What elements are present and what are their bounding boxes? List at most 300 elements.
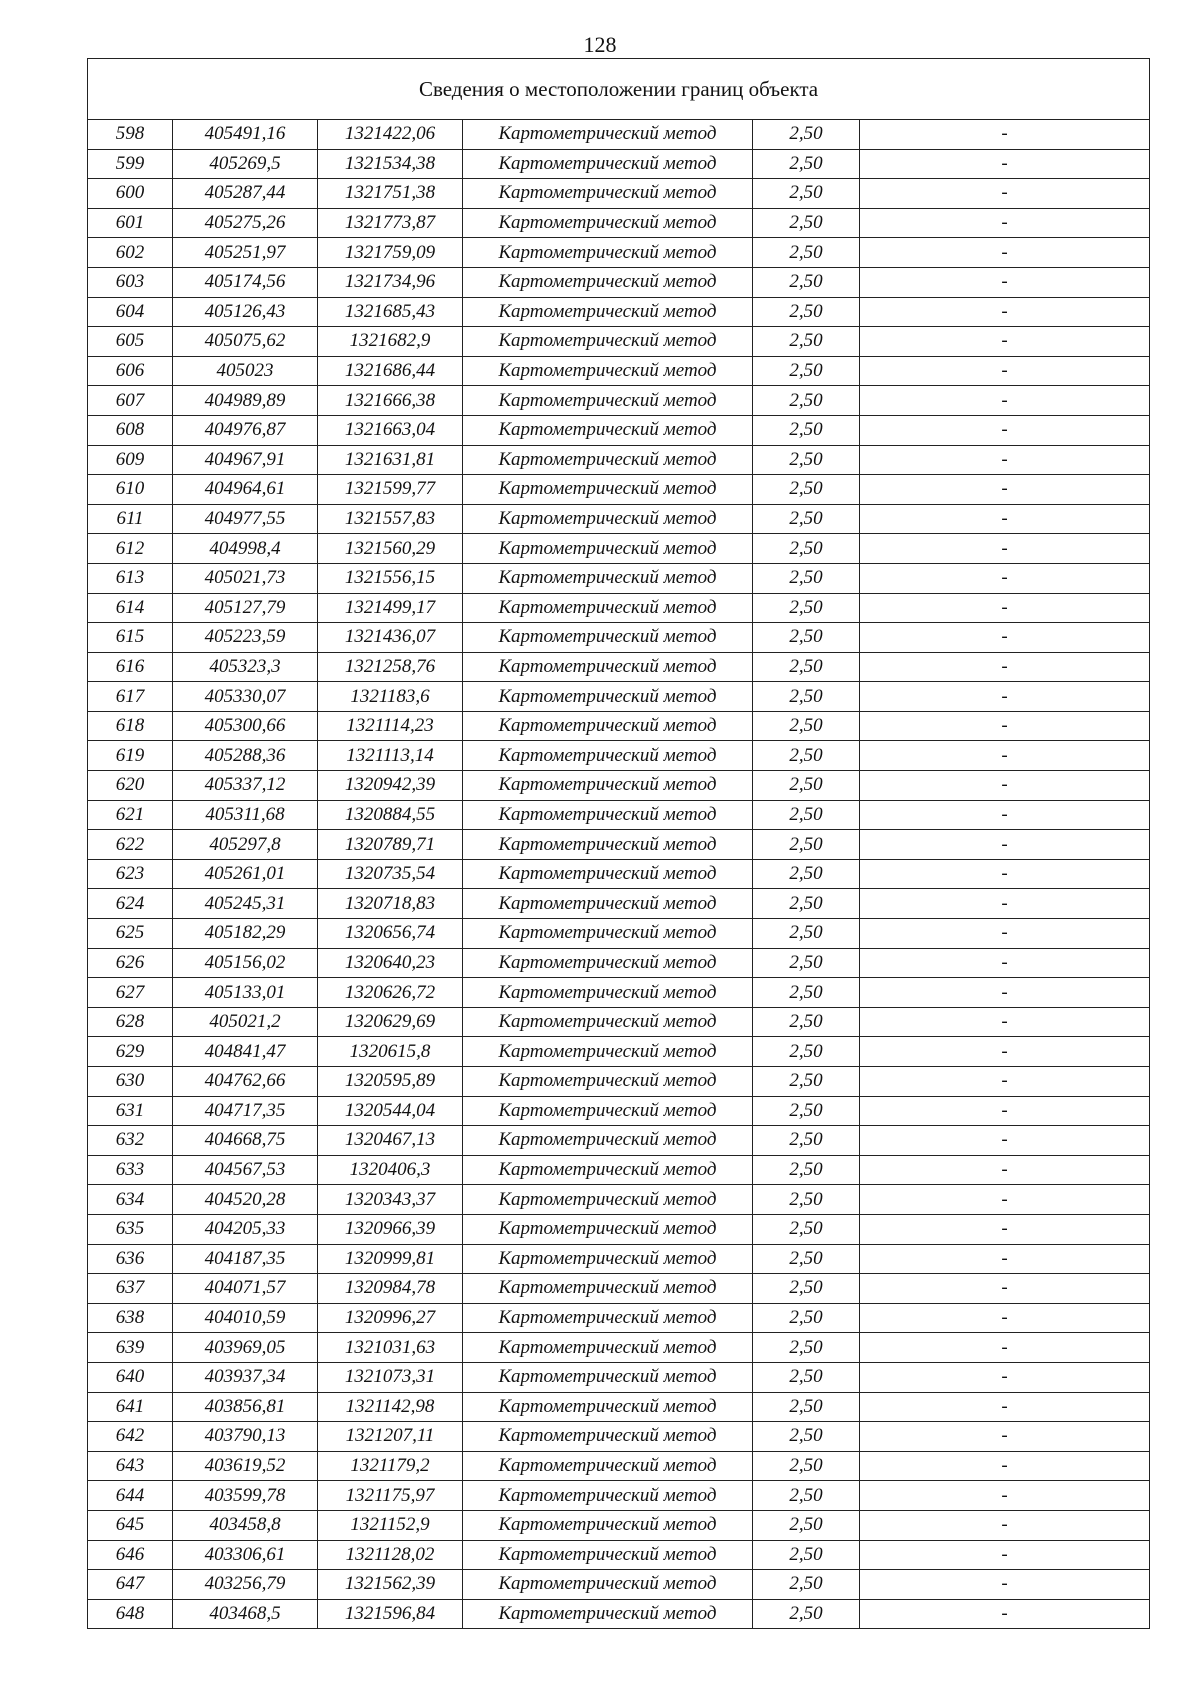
point-number-cell: 642 [88,1422,173,1452]
y-coordinate-cell: 1321560,29 [318,534,463,564]
method-cell: Картометрический метод [463,1333,753,1363]
method-cell: Картометрический метод [463,563,753,593]
table-row [88,1422,1150,1452]
x-coordinate-cell: 405182,29 [173,919,318,949]
accuracy-cell: 2,50 [753,475,860,505]
x-coordinate-cell: 405261,01 [173,859,318,889]
description-cell: - [860,475,1150,505]
method-cell: Картометрический метод [463,741,753,771]
table-row [88,800,1150,830]
y-coordinate-cell: 1320996,27 [318,1303,463,1333]
table-row [88,1333,1150,1363]
y-coordinate-cell: 1321258,76 [318,652,463,682]
point-number-cell: 611 [88,504,173,534]
x-coordinate-cell: 404567,53 [173,1155,318,1185]
method-cell: Картометрический метод [463,771,753,801]
point-number-cell: 599 [88,149,173,179]
description-cell: - [860,208,1150,238]
description-cell: - [860,1007,1150,1037]
accuracy-cell: 2,50 [753,179,860,209]
y-coordinate-cell: 1320626,72 [318,978,463,1008]
accuracy-cell: 2,50 [753,859,860,889]
method-cell: Картометрический метод [463,1244,753,1274]
accuracy-cell: 2,50 [753,1510,860,1540]
y-coordinate-cell: 1320942,39 [318,771,463,801]
accuracy-cell: 2,50 [753,889,860,919]
x-coordinate-cell: 404967,91 [173,445,318,475]
x-coordinate-cell: 405127,79 [173,593,318,623]
description-cell: - [860,593,1150,623]
method-cell: Картометрический метод [463,475,753,505]
method-cell: Картометрический метод [463,1451,753,1481]
method-cell: Картометрический метод [463,327,753,357]
table-row [88,120,1150,150]
method-cell: Картометрический метод [463,593,753,623]
accuracy-cell: 2,50 [753,1481,860,1511]
y-coordinate-cell: 1321534,38 [318,149,463,179]
description-cell: - [860,563,1150,593]
x-coordinate-cell: 403458,8 [173,1510,318,1540]
y-coordinate-cell: 1321113,14 [318,741,463,771]
x-coordinate-cell: 405126,43 [173,297,318,327]
description-cell: - [860,1126,1150,1156]
table-row [88,1570,1150,1600]
point-number-cell: 632 [88,1126,173,1156]
method-cell: Картометрический метод [463,120,753,150]
description-cell: - [860,741,1150,771]
method-cell: Картометрический метод [463,238,753,268]
accuracy-cell: 2,50 [753,297,860,327]
method-cell: Картометрический метод [463,800,753,830]
method-cell: Картометрический метод [463,1096,753,1126]
description-cell: - [860,297,1150,327]
table-row [88,711,1150,741]
method-cell: Картометрический метод [463,623,753,653]
y-coordinate-cell: 1321557,83 [318,504,463,534]
y-coordinate-cell: 1321142,98 [318,1392,463,1422]
table-row [88,889,1150,919]
x-coordinate-cell: 404762,66 [173,1067,318,1097]
table-row [88,948,1150,978]
method-cell: Картометрический метод [463,652,753,682]
accuracy-cell: 2,50 [753,120,860,150]
description-cell: - [860,830,1150,860]
method-cell: Картометрический метод [463,297,753,327]
table-row [88,297,1150,327]
method-cell: Картометрический метод [463,978,753,1008]
table-row [88,1303,1150,1333]
y-coordinate-cell: 1321596,84 [318,1599,463,1629]
description-cell: - [860,1214,1150,1244]
y-coordinate-cell: 1321175,97 [318,1481,463,1511]
point-number-cell: 627 [88,978,173,1008]
table-row [88,1155,1150,1185]
table-row [88,1274,1150,1304]
accuracy-cell: 2,50 [753,1067,860,1097]
accuracy-cell: 2,50 [753,1155,860,1185]
point-number-cell: 598 [88,120,173,150]
method-cell: Картометрический метод [463,1540,753,1570]
y-coordinate-cell: 1321499,17 [318,593,463,623]
point-number-cell: 639 [88,1333,173,1363]
point-number-cell: 615 [88,623,173,653]
x-coordinate-cell: 403468,5 [173,1599,318,1629]
method-cell: Картометрический метод [463,1422,753,1452]
x-coordinate-cell: 405174,56 [173,267,318,297]
x-coordinate-cell: 405023 [173,356,318,386]
method-cell: Картометрический метод [463,948,753,978]
y-coordinate-cell: 1320343,37 [318,1185,463,1215]
y-coordinate-cell: 1321666,38 [318,386,463,416]
point-number-cell: 640 [88,1362,173,1392]
table-row [88,563,1150,593]
accuracy-cell: 2,50 [753,1244,860,1274]
table-row [88,1037,1150,1067]
y-coordinate-cell: 1320789,71 [318,830,463,860]
description-cell: - [860,859,1150,889]
y-coordinate-cell: 1320984,78 [318,1274,463,1304]
y-coordinate-cell: 1321734,96 [318,267,463,297]
accuracy-cell: 2,50 [753,978,860,1008]
x-coordinate-cell: 403619,52 [173,1451,318,1481]
accuracy-cell: 2,50 [753,356,860,386]
x-coordinate-cell: 405311,68 [173,800,318,830]
accuracy-cell: 2,50 [753,1451,860,1481]
description-cell: - [860,1570,1150,1600]
x-coordinate-cell: 405330,07 [173,682,318,712]
method-cell: Картометрический метод [463,504,753,534]
description-cell: - [860,652,1150,682]
accuracy-cell: 2,50 [753,1333,860,1363]
method-cell: Картометрический метод [463,889,753,919]
point-number-cell: 605 [88,327,173,357]
accuracy-cell: 2,50 [753,593,860,623]
x-coordinate-cell: 403790,13 [173,1422,318,1452]
table-row [88,1451,1150,1481]
x-coordinate-cell: 404976,87 [173,415,318,445]
description-cell: - [860,800,1150,830]
accuracy-cell: 2,50 [753,919,860,949]
method-cell: Картометрический метод [463,1510,753,1540]
accuracy-cell: 2,50 [753,652,860,682]
description-cell: - [860,682,1150,712]
table-row [88,1067,1150,1097]
table-row [88,179,1150,209]
accuracy-cell: 2,50 [753,1126,860,1156]
accuracy-cell: 2,50 [753,1274,860,1304]
table-row [88,1185,1150,1215]
description-cell: - [860,1392,1150,1422]
table-row [88,1244,1150,1274]
accuracy-cell: 2,50 [753,386,860,416]
point-number-cell: 610 [88,475,173,505]
accuracy-cell: 2,50 [753,830,860,860]
method-cell: Картометрический метод [463,1481,753,1511]
accuracy-cell: 2,50 [753,445,860,475]
table-title: Сведения о местоположении границ объекта [88,59,1150,120]
y-coordinate-cell: 1320544,04 [318,1096,463,1126]
y-coordinate-cell: 1321183,6 [318,682,463,712]
point-number-cell: 641 [88,1392,173,1422]
x-coordinate-cell: 404520,28 [173,1185,318,1215]
x-coordinate-cell: 404668,75 [173,1126,318,1156]
accuracy-cell: 2,50 [753,149,860,179]
table-row [88,771,1150,801]
table-row [88,741,1150,771]
description-cell: - [860,504,1150,534]
description-cell: - [860,445,1150,475]
point-number-cell: 603 [88,267,173,297]
accuracy-cell: 2,50 [753,415,860,445]
y-coordinate-cell: 1320999,81 [318,1244,463,1274]
point-number-cell: 601 [88,208,173,238]
point-number-cell: 633 [88,1155,173,1185]
point-number-cell: 626 [88,948,173,978]
table-row [88,445,1150,475]
y-coordinate-cell: 1321751,38 [318,179,463,209]
method-cell: Картометрический метод [463,1214,753,1244]
y-coordinate-cell: 1321422,06 [318,120,463,150]
method-cell: Картометрический метод [463,445,753,475]
x-coordinate-cell: 405269,5 [173,149,318,179]
table-row [88,534,1150,564]
y-coordinate-cell: 1320884,55 [318,800,463,830]
y-coordinate-cell: 1321599,77 [318,475,463,505]
table-row [88,859,1150,889]
point-number-cell: 637 [88,1274,173,1304]
y-coordinate-cell: 1321663,04 [318,415,463,445]
x-coordinate-cell: 403256,79 [173,1570,318,1600]
y-coordinate-cell: 1320735,54 [318,859,463,889]
method-cell: Картометрический метод [463,415,753,445]
table-row [88,978,1150,1008]
x-coordinate-cell: 403599,78 [173,1481,318,1511]
description-cell: - [860,327,1150,357]
table-row [88,830,1150,860]
x-coordinate-cell: 405156,02 [173,948,318,978]
description-cell: - [860,1510,1150,1540]
y-coordinate-cell: 1320406,3 [318,1155,463,1185]
method-cell: Картометрический метод [463,1570,753,1600]
x-coordinate-cell: 405245,31 [173,889,318,919]
table-row [88,1599,1150,1629]
description-cell: - [860,889,1150,919]
table-row [88,1214,1150,1244]
method-cell: Картометрический метод [463,1155,753,1185]
x-coordinate-cell: 404071,57 [173,1274,318,1304]
accuracy-cell: 2,50 [753,504,860,534]
point-number-cell: 629 [88,1037,173,1067]
y-coordinate-cell: 1320656,74 [318,919,463,949]
x-coordinate-cell: 404205,33 [173,1214,318,1244]
description-cell: - [860,1362,1150,1392]
point-number-cell: 606 [88,356,173,386]
point-number-cell: 634 [88,1185,173,1215]
x-coordinate-cell: 405288,36 [173,741,318,771]
x-coordinate-cell: 403856,81 [173,1392,318,1422]
description-cell: - [860,1303,1150,1333]
table-row [88,1362,1150,1392]
description-cell: - [860,1481,1150,1511]
method-cell: Картометрический метод [463,179,753,209]
point-number-cell: 635 [88,1214,173,1244]
description-cell: - [860,771,1150,801]
x-coordinate-cell: 404989,89 [173,386,318,416]
point-number-cell: 613 [88,563,173,593]
method-cell: Картометрический метод [463,1126,753,1156]
method-cell: Картометрический метод [463,830,753,860]
description-cell: - [860,978,1150,1008]
point-number-cell: 623 [88,859,173,889]
accuracy-cell: 2,50 [753,1037,860,1067]
point-number-cell: 618 [88,711,173,741]
description-cell: - [860,711,1150,741]
method-cell: Картометрический метод [463,859,753,889]
point-number-cell: 628 [88,1007,173,1037]
description-cell: - [860,623,1150,653]
description-cell: - [860,120,1150,150]
accuracy-cell: 2,50 [753,1599,860,1629]
accuracy-cell: 2,50 [753,1422,860,1452]
description-cell: - [860,534,1150,564]
y-coordinate-cell: 1321207,11 [318,1422,463,1452]
x-coordinate-cell: 405075,62 [173,327,318,357]
y-coordinate-cell: 1321436,07 [318,623,463,653]
point-number-cell: 600 [88,179,173,209]
x-coordinate-cell: 404010,59 [173,1303,318,1333]
y-coordinate-cell: 1320615,8 [318,1037,463,1067]
method-cell: Картометрический метод [463,208,753,238]
x-coordinate-cell: 404187,35 [173,1244,318,1274]
y-coordinate-cell: 1321152,9 [318,1510,463,1540]
point-number-cell: 643 [88,1451,173,1481]
accuracy-cell: 2,50 [753,563,860,593]
point-number-cell: 609 [88,445,173,475]
accuracy-cell: 2,50 [753,771,860,801]
accuracy-cell: 2,50 [753,267,860,297]
accuracy-cell: 2,50 [753,327,860,357]
table-row [88,208,1150,238]
y-coordinate-cell: 1321759,09 [318,238,463,268]
description-cell: - [860,1096,1150,1126]
y-coordinate-cell: 1320640,23 [318,948,463,978]
description-cell: - [860,1422,1150,1452]
point-number-cell: 636 [88,1244,173,1274]
x-coordinate-cell: 404841,47 [173,1037,318,1067]
method-cell: Картометрический метод [463,1007,753,1037]
y-coordinate-cell: 1321179,2 [318,1451,463,1481]
description-cell: - [860,1037,1150,1067]
x-coordinate-cell: 405337,12 [173,771,318,801]
y-coordinate-cell: 1321562,39 [318,1570,463,1600]
point-number-cell: 625 [88,919,173,949]
accuracy-cell: 2,50 [753,1096,860,1126]
table-row [88,652,1150,682]
boundary-coordinates-table [87,58,1150,1629]
accuracy-cell: 2,50 [753,711,860,741]
y-coordinate-cell: 1321073,31 [318,1362,463,1392]
point-number-cell: 616 [88,652,173,682]
table-row [88,475,1150,505]
point-number-cell: 631 [88,1096,173,1126]
accuracy-cell: 2,50 [753,1303,860,1333]
accuracy-cell: 2,50 [753,208,860,238]
description-cell: - [860,919,1150,949]
x-coordinate-cell: 405133,01 [173,978,318,1008]
method-cell: Картометрический метод [463,267,753,297]
description-cell: - [860,1540,1150,1570]
table-row [88,1540,1150,1570]
method-cell: Картометрический метод [463,1067,753,1097]
point-number-cell: 602 [88,238,173,268]
accuracy-cell: 2,50 [753,1214,860,1244]
description-cell: - [860,1067,1150,1097]
description-cell: - [860,1185,1150,1215]
point-number-cell: 646 [88,1540,173,1570]
x-coordinate-cell: 403969,05 [173,1333,318,1363]
description-cell: - [860,948,1150,978]
description-cell: - [860,238,1150,268]
description-cell: - [860,1244,1150,1274]
table-row [88,682,1150,712]
description-cell: - [860,267,1150,297]
y-coordinate-cell: 1320718,83 [318,889,463,919]
x-coordinate-cell: 405021,73 [173,563,318,593]
method-cell: Картометрический метод [463,682,753,712]
y-coordinate-cell: 1320595,89 [318,1067,463,1097]
x-coordinate-cell: 405021,2 [173,1007,318,1037]
method-cell: Картометрический метод [463,1599,753,1629]
accuracy-cell: 2,50 [753,1392,860,1422]
x-coordinate-cell: 405323,3 [173,652,318,682]
accuracy-cell: 2,50 [753,238,860,268]
method-cell: Картометрический метод [463,919,753,949]
x-coordinate-cell: 405287,44 [173,179,318,209]
table-header-row [88,59,1150,120]
y-coordinate-cell: 1321682,9 [318,327,463,357]
description-cell: - [860,1451,1150,1481]
x-coordinate-cell: 405491,16 [173,120,318,150]
accuracy-cell: 2,50 [753,1362,860,1392]
accuracy-cell: 2,50 [753,534,860,564]
x-coordinate-cell: 404717,35 [173,1096,318,1126]
x-coordinate-cell: 405223,59 [173,623,318,653]
point-number-cell: 607 [88,386,173,416]
accuracy-cell: 2,50 [753,682,860,712]
point-number-cell: 604 [88,297,173,327]
x-coordinate-cell: 404964,61 [173,475,318,505]
description-cell: - [860,386,1150,416]
description-cell: - [860,149,1150,179]
method-cell: Картометрический метод [463,356,753,386]
table-row [88,238,1150,268]
x-coordinate-cell: 404998,4 [173,534,318,564]
method-cell: Картометрический метод [463,1303,753,1333]
x-coordinate-cell: 403937,34 [173,1362,318,1392]
y-coordinate-cell: 1320629,69 [318,1007,463,1037]
table-row [88,623,1150,653]
table-row [88,1392,1150,1422]
point-number-cell: 622 [88,830,173,860]
table-row [88,1510,1150,1540]
description-cell: - [860,1274,1150,1304]
x-coordinate-cell: 405251,97 [173,238,318,268]
table-row [88,267,1150,297]
accuracy-cell: 2,50 [753,741,860,771]
table-row [88,593,1150,623]
table-row [88,149,1150,179]
point-number-cell: 648 [88,1599,173,1629]
